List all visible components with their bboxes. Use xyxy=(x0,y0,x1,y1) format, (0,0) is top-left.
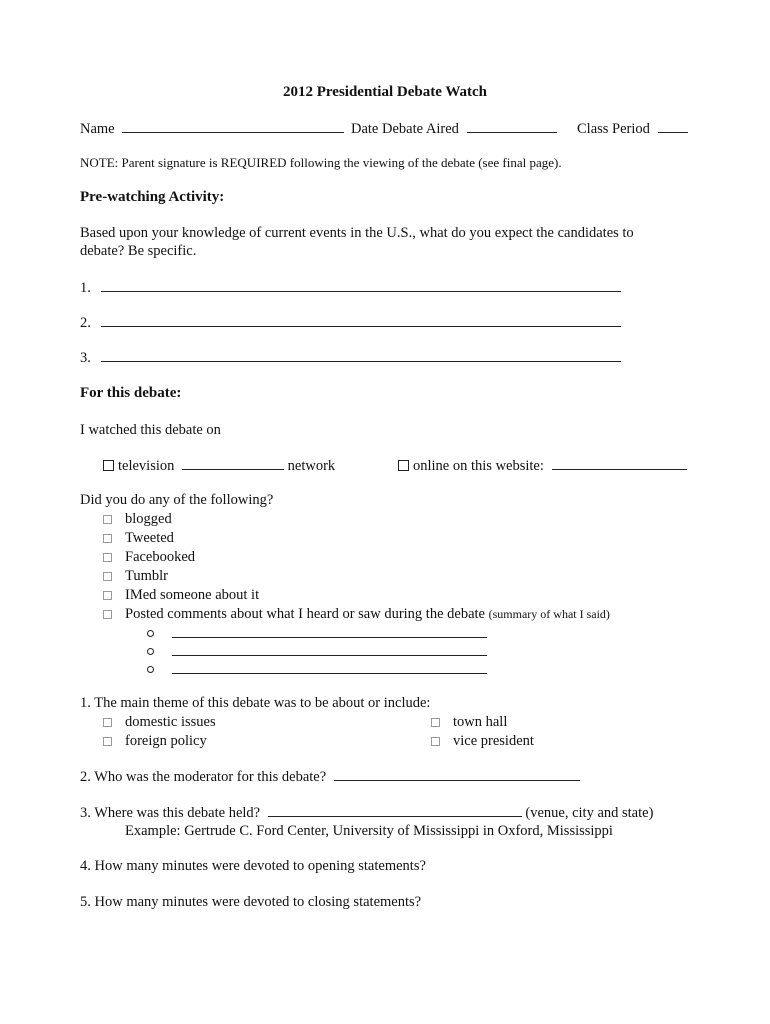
activity-label: IMed someone about it xyxy=(125,587,260,603)
tweeted-checkbox[interactable] xyxy=(103,534,112,543)
pre-watching-heading: Pre-watching Activity: xyxy=(80,189,225,205)
activity-label: blogged xyxy=(125,511,172,527)
bullet-circle xyxy=(147,630,154,637)
page-title: 2012 Presidential Debate Watch xyxy=(282,84,488,100)
pre-watching-prompt-line2: debate? Be specific. xyxy=(80,243,197,259)
posted-comments-note: (summary of what I said) xyxy=(488,607,610,621)
network-input-line[interactable] xyxy=(182,456,284,470)
tumblr-checkbox[interactable] xyxy=(103,572,112,581)
town-hall-checkbox[interactable] xyxy=(431,718,440,727)
domestic-issues-checkbox[interactable] xyxy=(103,718,112,727)
online-checkbox[interactable] xyxy=(398,460,409,471)
question-4: 4. How many minutes were devoted to opening statements? xyxy=(80,858,426,874)
comment-summary-line[interactable] xyxy=(172,624,487,638)
answer-number: 1. xyxy=(80,280,91,296)
parent-signature-note: NOTE: Parent signature is REQUIRED following the viewing of the debate (see final page). xyxy=(80,155,562,170)
date-label: Date Debate Aired xyxy=(351,121,459,137)
activity-label: Tweeted xyxy=(125,530,174,546)
activity-label: Tumblr xyxy=(125,568,168,584)
date-field-row xyxy=(351,119,557,138)
date-input-line[interactable] xyxy=(467,119,557,133)
name-label: Name xyxy=(80,121,115,137)
question-1: 1. The main theme of this debate was to be about or include: xyxy=(80,695,431,711)
bullet-circle xyxy=(147,648,154,655)
blogged-checkbox[interactable] xyxy=(103,515,112,524)
answer-line[interactable] xyxy=(101,348,621,362)
option-label: domestic issues xyxy=(125,714,216,730)
comment-summary-line[interactable] xyxy=(172,660,487,674)
pre-watching-prompt-line1: Based upon your knowledge of current events in the U.S., what do you expect the candidates to xyxy=(80,225,634,241)
watched-on-label: I watched this debate on xyxy=(80,422,221,438)
facebooked-checkbox[interactable] xyxy=(103,553,112,562)
online-label: online on this website: xyxy=(413,458,544,474)
class-period-row xyxy=(577,119,688,138)
website-input-line[interactable] xyxy=(552,456,687,470)
question-3-suffix: (venue, city and state) xyxy=(525,805,654,821)
answer-line[interactable] xyxy=(101,278,621,292)
option-label: town hall xyxy=(453,714,508,730)
foreign-policy-checkbox[interactable] xyxy=(103,737,112,746)
option-label: vice president xyxy=(453,733,534,749)
vice-president-checkbox[interactable] xyxy=(431,737,440,746)
television-checkbox[interactable] xyxy=(103,460,114,471)
imed-checkbox[interactable] xyxy=(103,591,112,600)
question-5: 5. How many minutes were devoted to closing statements? xyxy=(80,894,422,910)
expectation-answer-3 xyxy=(80,348,621,367)
online-option xyxy=(398,456,687,475)
question-2: 2. Who was the moderator for this debate? xyxy=(80,769,327,785)
name-field-row xyxy=(80,119,344,138)
activities-question: Did you do any of the following? xyxy=(80,492,274,508)
activity-label: Facebooked xyxy=(125,549,196,565)
network-label: network xyxy=(287,458,336,474)
class-period-input-line[interactable] xyxy=(658,119,688,133)
television-label: television xyxy=(118,458,175,474)
posted-comments-label: Posted comments about what I heard or saw during the debate xyxy=(125,606,485,622)
name-input-line[interactable] xyxy=(122,119,344,133)
class-period-label: Class Period xyxy=(577,121,650,137)
comment-summary-line[interactable] xyxy=(172,642,487,656)
question-3-example: Example: Gertrude C. Ford Center, University of Mississippi in Oxford, Mississippi xyxy=(125,823,613,839)
television-option xyxy=(103,456,335,475)
question-3-row xyxy=(80,803,653,822)
question-3: 3. Where was this debate held? xyxy=(80,805,261,821)
moderator-input-line[interactable] xyxy=(334,767,580,781)
posted-comments-row xyxy=(125,605,610,623)
answer-number: 2. xyxy=(80,315,91,331)
answer-line[interactable] xyxy=(101,313,621,327)
answer-number: 3. xyxy=(80,350,91,366)
posted-comments-checkbox[interactable] xyxy=(103,610,112,619)
expectation-answer-1 xyxy=(80,278,621,297)
option-label: foreign policy xyxy=(125,733,207,749)
expectation-answer-2 xyxy=(80,313,621,332)
for-this-debate-heading: For this debate: xyxy=(80,385,182,401)
question-2-row xyxy=(80,767,580,786)
bullet-circle xyxy=(147,666,154,673)
location-input-line[interactable] xyxy=(268,803,522,817)
